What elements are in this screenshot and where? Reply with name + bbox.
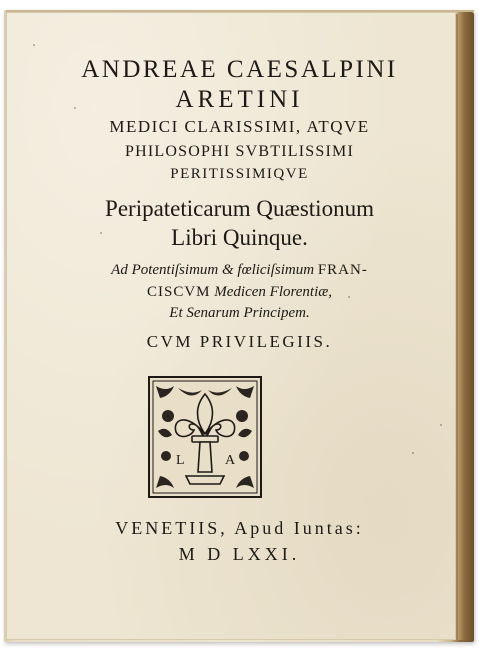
paper-speck [33,44,35,46]
dedication-line-3: Et Senarum Principem. [169,305,310,321]
svg-text:A: A [225,453,236,468]
book-title-line-2: Libri Quinque. [171,225,308,250]
dedication-line-2 [0,284,479,301]
dedication-caps-1: FRAN- [317,262,368,278]
paper-speck [412,452,414,454]
paper-speck [440,424,442,426]
book-title-line-1: Peripateticarum Quæstionum [105,196,374,221]
author-title-line-2: PHILOSOPHI SVBTILISSIMI [125,143,354,160]
imprint-year-line: M D LXXI. [178,544,301,564]
author-title-line-3: PERITISSIMIQVE [170,166,309,182]
dedication-caps-2: CISCVM [146,284,211,300]
imprint-place-line: VENETIIS, Apud Iuntas: [115,518,364,538]
author-origin-line: ARETINI [175,86,304,113]
dedication-italic-1: Ad Potentiſsimum & fœliciſsimum [111,262,315,278]
dedication-italic-2: Medicen Florentiæ, [214,284,333,300]
printers-device-lily-icon [148,376,262,498]
svg-text:L: L [176,453,185,468]
privilege-line: CVM PRIVILEGIIS. [146,332,333,351]
author-name-line: ANDREAE CAESALPINI [81,56,398,83]
dedication-line-1 [0,262,479,279]
author-title-line-1: MEDICI CLARISSIMI, ATQVE [109,117,370,136]
